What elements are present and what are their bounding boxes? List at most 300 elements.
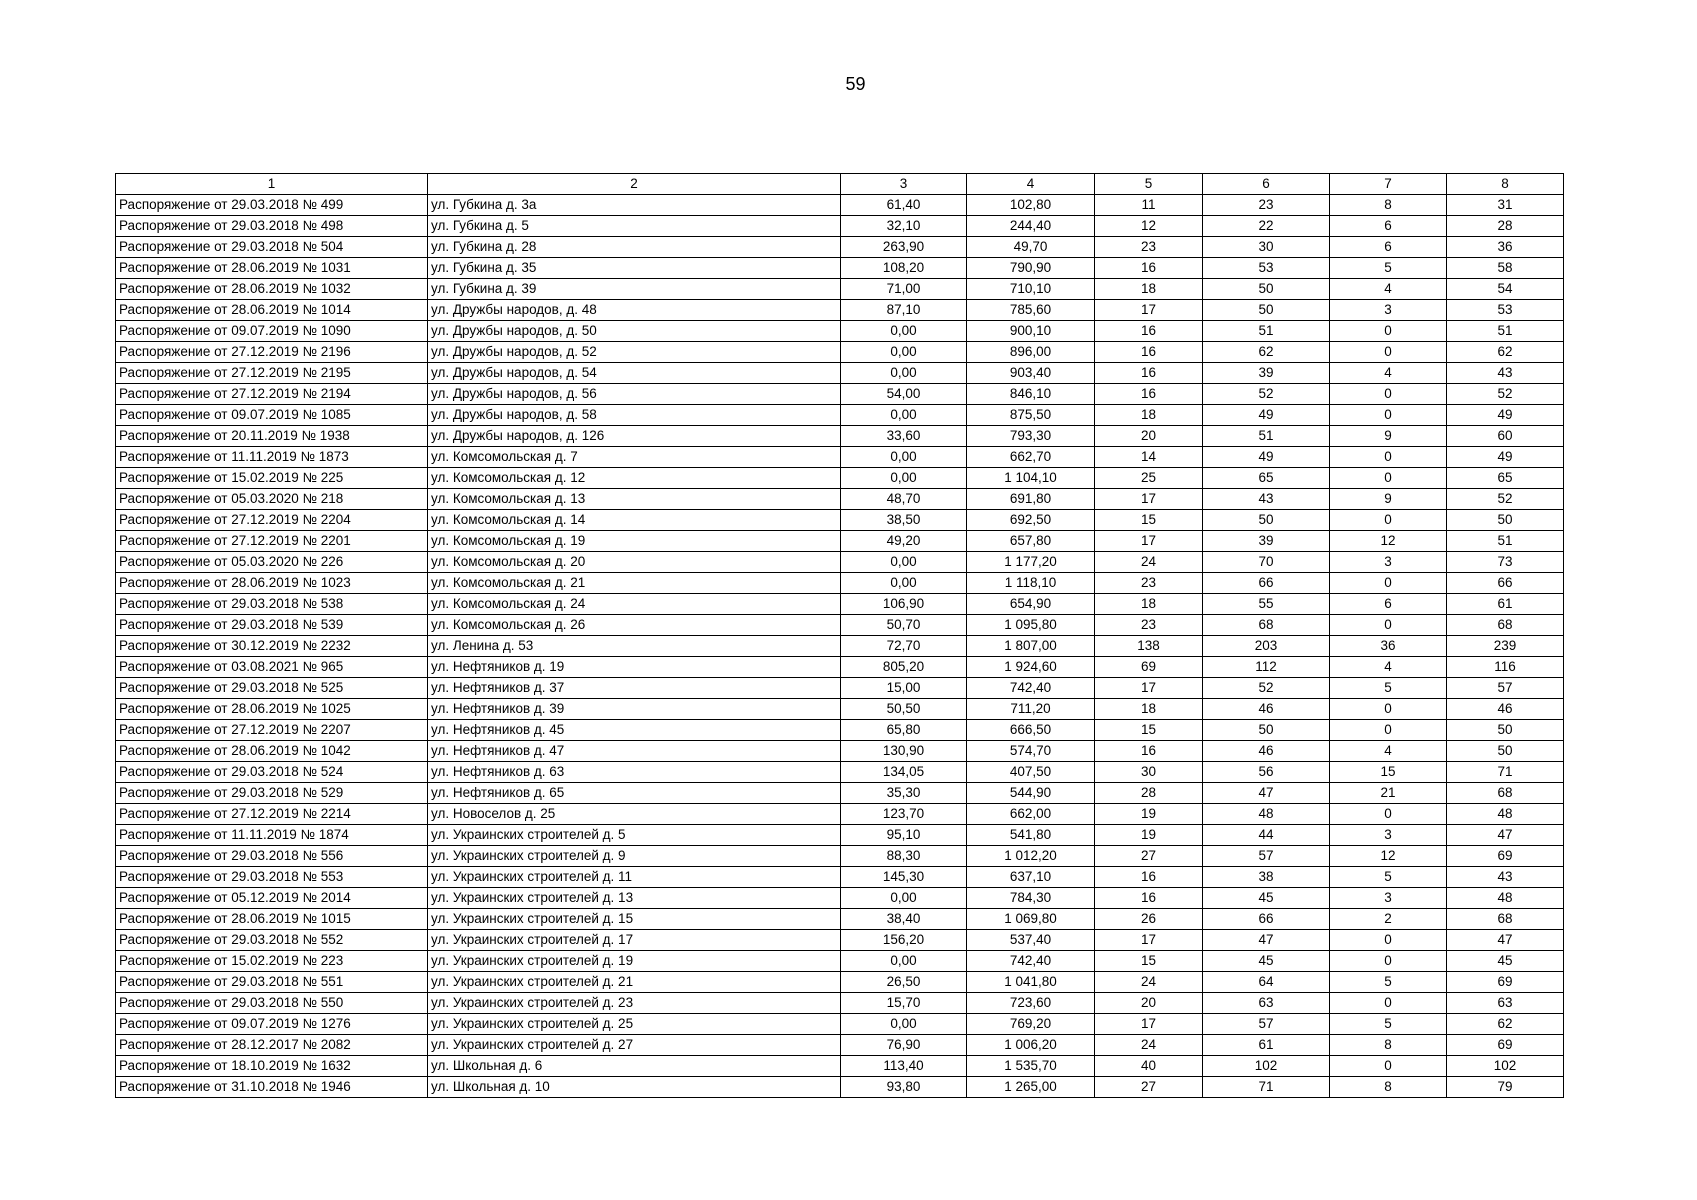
table-row bbox=[116, 762, 1564, 783]
cell-col-3: 72,70 bbox=[841, 636, 967, 657]
cell-col-3: 0,00 bbox=[841, 888, 967, 909]
table-row bbox=[116, 1077, 1564, 1098]
cell-col-address: ул. Нефтяников д. 63 bbox=[428, 762, 841, 783]
cell-col-address: ул. Комсомольская д. 21 bbox=[428, 573, 841, 594]
cell-col-5: 19 bbox=[1095, 825, 1203, 846]
header-col-document: 1 bbox=[116, 174, 428, 195]
cell-col-7: 5 bbox=[1330, 972, 1447, 993]
cell-col-5: 26 bbox=[1095, 909, 1203, 930]
cell-col-address: ул. Комсомольская д. 24 bbox=[428, 594, 841, 615]
cell-col-document: Распоряжение от 11.11.2019 № 1873 bbox=[116, 447, 428, 468]
cell-col-5: 18 bbox=[1095, 279, 1203, 300]
cell-col-8: 52 bbox=[1447, 489, 1564, 510]
cell-col-4: 1 807,00 bbox=[967, 636, 1095, 657]
cell-col-3: 113,40 bbox=[841, 1056, 967, 1077]
cell-col-7: 8 bbox=[1330, 1077, 1447, 1098]
cell-col-6: 56 bbox=[1203, 762, 1330, 783]
cell-col-6: 49 bbox=[1203, 405, 1330, 426]
cell-col-6: 57 bbox=[1203, 846, 1330, 867]
cell-col-7: 12 bbox=[1330, 846, 1447, 867]
cell-col-7: 9 bbox=[1330, 489, 1447, 510]
cell-col-4: 1 069,80 bbox=[967, 909, 1095, 930]
cell-col-address: ул. Нефтяников д. 47 bbox=[428, 741, 841, 762]
cell-col-6: 51 bbox=[1203, 426, 1330, 447]
cell-col-address: ул. Губкина д. 5 bbox=[428, 216, 841, 237]
cell-col-8: 239 bbox=[1447, 636, 1564, 657]
cell-col-5: 12 bbox=[1095, 216, 1203, 237]
cell-col-7: 0 bbox=[1330, 447, 1447, 468]
cell-col-8: 47 bbox=[1447, 930, 1564, 951]
cell-col-3: 48,70 bbox=[841, 489, 967, 510]
table-body bbox=[116, 195, 1564, 1098]
cell-col-4: 691,80 bbox=[967, 489, 1095, 510]
cell-col-3: 0,00 bbox=[841, 447, 967, 468]
cell-col-address: ул. Дружбы народов, д. 54 bbox=[428, 363, 841, 384]
cell-col-5: 20 bbox=[1095, 993, 1203, 1014]
cell-col-address: ул. Дружбы народов, д. 50 bbox=[428, 321, 841, 342]
cell-col-3: 95,10 bbox=[841, 825, 967, 846]
cell-col-document: Распоряжение от 29.03.2018 № 538 bbox=[116, 594, 428, 615]
cell-col-address: ул. Нефтяников д. 19 bbox=[428, 657, 841, 678]
cell-col-3: 0,00 bbox=[841, 573, 967, 594]
cell-col-document: Распоряжение от 29.03.2018 № 499 bbox=[116, 195, 428, 216]
cell-col-7: 5 bbox=[1330, 678, 1447, 699]
cell-col-document: Распоряжение от 29.03.2018 № 504 bbox=[116, 237, 428, 258]
cell-col-document: Распоряжение от 28.06.2019 № 1032 bbox=[116, 279, 428, 300]
page-number: 59 bbox=[845, 74, 866, 94]
cell-col-7: 0 bbox=[1330, 384, 1447, 405]
cell-col-address: ул. Губкина д. 35 bbox=[428, 258, 841, 279]
cell-col-7: 3 bbox=[1330, 825, 1447, 846]
cell-col-document: Распоряжение от 15.02.2019 № 223 bbox=[116, 951, 428, 972]
table-row bbox=[116, 321, 1564, 342]
cell-col-3: 33,60 bbox=[841, 426, 967, 447]
table-row bbox=[116, 741, 1564, 762]
cell-col-7: 0 bbox=[1330, 951, 1447, 972]
cell-col-address: ул. Украинских строителей д. 23 bbox=[428, 993, 841, 1014]
table-row bbox=[116, 552, 1564, 573]
cell-col-3: 26,50 bbox=[841, 972, 967, 993]
cell-col-5: 16 bbox=[1095, 384, 1203, 405]
cell-col-4: 1 535,70 bbox=[967, 1056, 1095, 1077]
header-row bbox=[116, 174, 1564, 195]
cell-col-5: 24 bbox=[1095, 552, 1203, 573]
table-row bbox=[116, 846, 1564, 867]
cell-col-address: ул. Дружбы народов, д. 52 bbox=[428, 342, 841, 363]
cell-col-6: 22 bbox=[1203, 216, 1330, 237]
cell-col-8: 46 bbox=[1447, 699, 1564, 720]
table-row bbox=[116, 909, 1564, 930]
cell-col-8: 102 bbox=[1447, 1056, 1564, 1077]
cell-col-7: 4 bbox=[1330, 657, 1447, 678]
header-col-3: 3 bbox=[841, 174, 967, 195]
cell-col-document: Распоряжение от 27.12.2019 № 2214 bbox=[116, 804, 428, 825]
cell-col-address: ул. Губкина д. 28 bbox=[428, 237, 841, 258]
cell-col-document: Распоряжение от 27.12.2019 № 2201 bbox=[116, 531, 428, 552]
cell-col-6: 50 bbox=[1203, 279, 1330, 300]
cell-col-6: 44 bbox=[1203, 825, 1330, 846]
cell-col-4: 742,40 bbox=[967, 678, 1095, 699]
cell-col-4: 1 177,20 bbox=[967, 552, 1095, 573]
cell-col-7: 0 bbox=[1330, 615, 1447, 636]
cell-col-8: 79 bbox=[1447, 1077, 1564, 1098]
cell-col-4: 723,60 bbox=[967, 993, 1095, 1014]
cell-col-8: 51 bbox=[1447, 321, 1564, 342]
cell-col-document: Распоряжение от 28.06.2019 № 1015 bbox=[116, 909, 428, 930]
cell-col-4: 903,40 bbox=[967, 363, 1095, 384]
cell-col-4: 692,50 bbox=[967, 510, 1095, 531]
table-row bbox=[116, 951, 1564, 972]
table-row bbox=[116, 972, 1564, 993]
cell-col-4: 875,50 bbox=[967, 405, 1095, 426]
cell-col-3: 123,70 bbox=[841, 804, 967, 825]
cell-col-8: 28 bbox=[1447, 216, 1564, 237]
cell-col-5: 18 bbox=[1095, 699, 1203, 720]
cell-col-7: 8 bbox=[1330, 195, 1447, 216]
cell-col-5: 16 bbox=[1095, 888, 1203, 909]
cell-col-5: 40 bbox=[1095, 1056, 1203, 1077]
cell-col-address: ул. Украинских строителей д. 9 bbox=[428, 846, 841, 867]
cell-col-document: Распоряжение от 28.06.2019 № 1042 bbox=[116, 741, 428, 762]
cell-col-8: 49 bbox=[1447, 405, 1564, 426]
cell-col-6: 66 bbox=[1203, 909, 1330, 930]
cell-col-6: 65 bbox=[1203, 468, 1330, 489]
cell-col-document: Распоряжение от 05.03.2020 № 226 bbox=[116, 552, 428, 573]
table-row bbox=[116, 930, 1564, 951]
cell-col-5: 69 bbox=[1095, 657, 1203, 678]
cell-col-5: 24 bbox=[1095, 1035, 1203, 1056]
cell-col-document: Распоряжение от 20.11.2019 № 1938 bbox=[116, 426, 428, 447]
cell-col-3: 0,00 bbox=[841, 321, 967, 342]
cell-col-3: 71,00 bbox=[841, 279, 967, 300]
cell-col-5: 16 bbox=[1095, 741, 1203, 762]
cell-col-document: Распоряжение от 27.12.2019 № 2194 bbox=[116, 384, 428, 405]
cell-col-4: 710,10 bbox=[967, 279, 1095, 300]
cell-col-3: 156,20 bbox=[841, 930, 967, 951]
cell-col-4: 541,80 bbox=[967, 825, 1095, 846]
cell-col-7: 36 bbox=[1330, 636, 1447, 657]
cell-col-6: 52 bbox=[1203, 678, 1330, 699]
table-row bbox=[116, 993, 1564, 1014]
cell-col-8: 68 bbox=[1447, 783, 1564, 804]
cell-col-3: 50,50 bbox=[841, 699, 967, 720]
cell-col-7: 6 bbox=[1330, 594, 1447, 615]
cell-col-8: 71 bbox=[1447, 762, 1564, 783]
cell-col-8: 66 bbox=[1447, 573, 1564, 594]
cell-col-4: 666,50 bbox=[967, 720, 1095, 741]
cell-col-5: 16 bbox=[1095, 867, 1203, 888]
cell-col-document: Распоряжение от 29.03.2018 № 529 bbox=[116, 783, 428, 804]
cell-col-4: 637,10 bbox=[967, 867, 1095, 888]
cell-col-document: Распоряжение от 29.03.2018 № 556 bbox=[116, 846, 428, 867]
cell-col-address: ул. Украинских строителей д. 21 bbox=[428, 972, 841, 993]
cell-col-5: 17 bbox=[1095, 489, 1203, 510]
cell-col-3: 15,70 bbox=[841, 993, 967, 1014]
cell-col-document: Распоряжение от 28.06.2019 № 1023 bbox=[116, 573, 428, 594]
cell-col-8: 51 bbox=[1447, 531, 1564, 552]
cell-col-3: 0,00 bbox=[841, 468, 967, 489]
cell-col-address: ул. Украинских строителей д. 15 bbox=[428, 909, 841, 930]
cell-col-address: ул. Нефтяников д. 65 bbox=[428, 783, 841, 804]
cell-col-document: Распоряжение от 31.10.2018 № 1946 bbox=[116, 1077, 428, 1098]
cell-col-4: 407,50 bbox=[967, 762, 1095, 783]
cell-col-6: 38 bbox=[1203, 867, 1330, 888]
cell-col-7: 2 bbox=[1330, 909, 1447, 930]
cell-col-5: 25 bbox=[1095, 468, 1203, 489]
cell-col-5: 11 bbox=[1095, 195, 1203, 216]
cell-col-document: Распоряжение от 09.07.2019 № 1276 bbox=[116, 1014, 428, 1035]
table-row bbox=[116, 720, 1564, 741]
cell-col-8: 57 bbox=[1447, 678, 1564, 699]
cell-col-4: 662,70 bbox=[967, 447, 1095, 468]
cell-col-6: 47 bbox=[1203, 783, 1330, 804]
cell-col-address: ул. Дружбы народов, д. 48 bbox=[428, 300, 841, 321]
cell-col-4: 846,10 bbox=[967, 384, 1095, 405]
cell-col-3: 0,00 bbox=[841, 342, 967, 363]
cell-col-6: 68 bbox=[1203, 615, 1330, 636]
cell-col-7: 5 bbox=[1330, 867, 1447, 888]
cell-col-document: Распоряжение от 29.03.2018 № 552 bbox=[116, 930, 428, 951]
cell-col-8: 43 bbox=[1447, 363, 1564, 384]
cell-col-3: 32,10 bbox=[841, 216, 967, 237]
cell-col-4: 1 006,20 bbox=[967, 1035, 1095, 1056]
cell-col-address: ул. Украинских строителей д. 27 bbox=[428, 1035, 841, 1056]
cell-col-7: 9 bbox=[1330, 426, 1447, 447]
cell-col-8: 68 bbox=[1447, 615, 1564, 636]
cell-col-4: 544,90 bbox=[967, 783, 1095, 804]
cell-col-8: 69 bbox=[1447, 846, 1564, 867]
table-row bbox=[116, 384, 1564, 405]
cell-col-4: 654,90 bbox=[967, 594, 1095, 615]
cell-col-6: 50 bbox=[1203, 510, 1330, 531]
cell-col-7: 0 bbox=[1330, 468, 1447, 489]
table-row bbox=[116, 342, 1564, 363]
cell-col-4: 784,30 bbox=[967, 888, 1095, 909]
cell-col-3: 93,80 bbox=[841, 1077, 967, 1098]
table-row bbox=[116, 405, 1564, 426]
cell-col-7: 3 bbox=[1330, 888, 1447, 909]
cell-col-4: 537,40 bbox=[967, 930, 1095, 951]
cell-col-8: 68 bbox=[1447, 909, 1564, 930]
cell-col-8: 43 bbox=[1447, 867, 1564, 888]
cell-col-document: Распоряжение от 15.02.2019 № 225 bbox=[116, 468, 428, 489]
table-row bbox=[116, 237, 1564, 258]
cell-col-6: 61 bbox=[1203, 1035, 1330, 1056]
cell-col-3: 38,40 bbox=[841, 909, 967, 930]
cell-col-4: 1 095,80 bbox=[967, 615, 1095, 636]
cell-col-5: 17 bbox=[1095, 1014, 1203, 1035]
header-col-5: 5 bbox=[1095, 174, 1203, 195]
cell-col-document: Распоряжение от 29.03.2018 № 550 bbox=[116, 993, 428, 1014]
cell-col-6: 49 bbox=[1203, 447, 1330, 468]
cell-col-address: ул. Школьная д. 6 bbox=[428, 1056, 841, 1077]
cell-col-8: 45 bbox=[1447, 951, 1564, 972]
cell-col-4: 49,70 bbox=[967, 237, 1095, 258]
cell-col-address: ул. Комсомольская д. 13 bbox=[428, 489, 841, 510]
cell-col-7: 21 bbox=[1330, 783, 1447, 804]
cell-col-7: 12 bbox=[1330, 531, 1447, 552]
cell-col-6: 45 bbox=[1203, 888, 1330, 909]
cell-col-3: 0,00 bbox=[841, 363, 967, 384]
cell-col-6: 66 bbox=[1203, 573, 1330, 594]
table-row bbox=[116, 363, 1564, 384]
cell-col-address: ул. Комсомольская д. 20 bbox=[428, 552, 841, 573]
cell-col-4: 244,40 bbox=[967, 216, 1095, 237]
cell-col-5: 17 bbox=[1095, 531, 1203, 552]
cell-col-6: 39 bbox=[1203, 531, 1330, 552]
cell-col-7: 0 bbox=[1330, 321, 1447, 342]
cell-col-address: ул. Нефтяников д. 37 bbox=[428, 678, 841, 699]
cell-col-address: ул. Комсомольская д. 14 bbox=[428, 510, 841, 531]
cell-col-3: 65,80 bbox=[841, 720, 967, 741]
cell-col-3: 145,30 bbox=[841, 867, 967, 888]
cell-col-7: 3 bbox=[1330, 552, 1447, 573]
table-row bbox=[116, 216, 1564, 237]
cell-col-3: 0,00 bbox=[841, 405, 967, 426]
cell-col-6: 46 bbox=[1203, 699, 1330, 720]
cell-col-7: 0 bbox=[1330, 510, 1447, 531]
cell-col-address: ул. Украинских строителей д. 17 bbox=[428, 930, 841, 951]
table-row bbox=[116, 657, 1564, 678]
cell-col-address: ул. Украинских строителей д. 13 bbox=[428, 888, 841, 909]
cell-col-address: ул. Губкина д. 3а bbox=[428, 195, 841, 216]
table-row bbox=[116, 804, 1564, 825]
table-row bbox=[116, 594, 1564, 615]
cell-col-8: 53 bbox=[1447, 300, 1564, 321]
cell-col-document: Распоряжение от 29.03.2018 № 551 bbox=[116, 972, 428, 993]
cell-col-document: Распоряжение от 11.11.2019 № 1874 bbox=[116, 825, 428, 846]
cell-col-address: ул. Новоселов д. 25 bbox=[428, 804, 841, 825]
cell-col-4: 574,70 bbox=[967, 741, 1095, 762]
cell-col-5: 14 bbox=[1095, 447, 1203, 468]
cell-col-4: 662,00 bbox=[967, 804, 1095, 825]
cell-col-document: Распоряжение от 03.08.2021 № 965 bbox=[116, 657, 428, 678]
cell-col-8: 31 bbox=[1447, 195, 1564, 216]
cell-col-document: Распоряжение от 28.12.2017 № 2082 bbox=[116, 1035, 428, 1056]
cell-col-document: Распоряжение от 30.12.2019 № 2232 bbox=[116, 636, 428, 657]
cell-col-5: 18 bbox=[1095, 594, 1203, 615]
cell-col-7: 0 bbox=[1330, 342, 1447, 363]
cell-col-8: 65 bbox=[1447, 468, 1564, 489]
cell-col-address: ул. Украинских строителей д. 5 bbox=[428, 825, 841, 846]
cell-col-address: ул. Ленина д. 53 bbox=[428, 636, 841, 657]
table-row bbox=[116, 825, 1564, 846]
cell-col-document: Распоряжение от 28.06.2019 № 1014 bbox=[116, 300, 428, 321]
cell-col-3: 87,10 bbox=[841, 300, 967, 321]
cell-col-8: 48 bbox=[1447, 888, 1564, 909]
cell-col-6: 46 bbox=[1203, 741, 1330, 762]
table-row bbox=[116, 489, 1564, 510]
cell-col-3: 49,20 bbox=[841, 531, 967, 552]
cell-col-7: 0 bbox=[1330, 804, 1447, 825]
cell-col-4: 102,80 bbox=[967, 195, 1095, 216]
cell-col-6: 71 bbox=[1203, 1077, 1330, 1098]
cell-col-address: ул. Нефтяников д. 45 bbox=[428, 720, 841, 741]
cell-col-6: 50 bbox=[1203, 300, 1330, 321]
cell-col-address: ул. Дружбы народов, д. 58 bbox=[428, 405, 841, 426]
cell-col-6: 51 bbox=[1203, 321, 1330, 342]
cell-col-5: 15 bbox=[1095, 510, 1203, 531]
cell-col-7: 0 bbox=[1330, 573, 1447, 594]
cell-col-8: 58 bbox=[1447, 258, 1564, 279]
cell-col-address: ул. Украинских строителей д. 19 bbox=[428, 951, 841, 972]
cell-col-document: Распоряжение от 27.12.2019 № 2204 bbox=[116, 510, 428, 531]
cell-col-5: 20 bbox=[1095, 426, 1203, 447]
cell-col-6: 64 bbox=[1203, 972, 1330, 993]
table-row bbox=[116, 426, 1564, 447]
cell-col-document: Распоряжение от 29.03.2018 № 524 bbox=[116, 762, 428, 783]
cell-col-address: ул. Украинских строителей д. 25 bbox=[428, 1014, 841, 1035]
cell-col-5: 15 bbox=[1095, 720, 1203, 741]
cell-col-document: Распоряжение от 27.12.2019 № 2207 bbox=[116, 720, 428, 741]
cell-col-address: ул. Дружбы народов, д. 56 bbox=[428, 384, 841, 405]
header-col-6: 6 bbox=[1203, 174, 1330, 195]
cell-col-5: 24 bbox=[1095, 972, 1203, 993]
cell-col-5: 27 bbox=[1095, 1077, 1203, 1098]
cell-col-3: 76,90 bbox=[841, 1035, 967, 1056]
cell-col-4: 793,30 bbox=[967, 426, 1095, 447]
cell-col-7: 0 bbox=[1330, 993, 1447, 1014]
cell-col-document: Распоряжение от 09.07.2019 № 1090 bbox=[116, 321, 428, 342]
cell-col-5: 16 bbox=[1095, 258, 1203, 279]
cell-col-5: 27 bbox=[1095, 846, 1203, 867]
cell-col-document: Распоряжение от 27.12.2019 № 2196 bbox=[116, 342, 428, 363]
header-col-address: 2 bbox=[428, 174, 841, 195]
cell-col-3: 61,40 bbox=[841, 195, 967, 216]
cell-col-document: Распоряжение от 05.03.2020 № 218 bbox=[116, 489, 428, 510]
cell-col-4: 896,00 bbox=[967, 342, 1095, 363]
cell-col-6: 43 bbox=[1203, 489, 1330, 510]
cell-col-address: ул. Дружбы народов, д. 126 bbox=[428, 426, 841, 447]
cell-col-8: 36 bbox=[1447, 237, 1564, 258]
cell-col-address: ул. Школьная д. 10 bbox=[428, 1077, 841, 1098]
header-col-4: 4 bbox=[967, 174, 1095, 195]
cell-col-document: Распоряжение от 18.10.2019 № 1632 bbox=[116, 1056, 428, 1077]
table-row bbox=[116, 678, 1564, 699]
cell-col-address: ул. Украинских строителей д. 11 bbox=[428, 867, 841, 888]
cell-col-6: 57 bbox=[1203, 1014, 1330, 1035]
cell-col-6: 39 bbox=[1203, 363, 1330, 384]
cell-col-7: 15 bbox=[1330, 762, 1447, 783]
cell-col-8: 50 bbox=[1447, 741, 1564, 762]
cell-col-4: 1 118,10 bbox=[967, 573, 1095, 594]
cell-col-7: 0 bbox=[1330, 930, 1447, 951]
table-row bbox=[116, 531, 1564, 552]
cell-col-4: 900,10 bbox=[967, 321, 1095, 342]
cell-col-3: 0,00 bbox=[841, 1014, 967, 1035]
cell-col-6: 55 bbox=[1203, 594, 1330, 615]
table-row bbox=[116, 573, 1564, 594]
cell-col-6: 63 bbox=[1203, 993, 1330, 1014]
cell-col-6: 48 bbox=[1203, 804, 1330, 825]
cell-col-5: 17 bbox=[1095, 300, 1203, 321]
table-row bbox=[116, 615, 1564, 636]
cell-col-5: 16 bbox=[1095, 342, 1203, 363]
cell-col-6: 30 bbox=[1203, 237, 1330, 258]
cell-col-8: 48 bbox=[1447, 804, 1564, 825]
cell-col-3: 106,90 bbox=[841, 594, 967, 615]
cell-col-7: 6 bbox=[1330, 237, 1447, 258]
cell-col-3: 0,00 bbox=[841, 552, 967, 573]
cell-col-8: 47 bbox=[1447, 825, 1564, 846]
cell-col-7: 4 bbox=[1330, 741, 1447, 762]
cell-col-4: 657,80 bbox=[967, 531, 1095, 552]
cell-col-3: 50,70 bbox=[841, 615, 967, 636]
cell-col-3: 0,00 bbox=[841, 951, 967, 972]
cell-col-7: 6 bbox=[1330, 216, 1447, 237]
table-row bbox=[116, 1014, 1564, 1035]
cell-col-6: 47 bbox=[1203, 930, 1330, 951]
